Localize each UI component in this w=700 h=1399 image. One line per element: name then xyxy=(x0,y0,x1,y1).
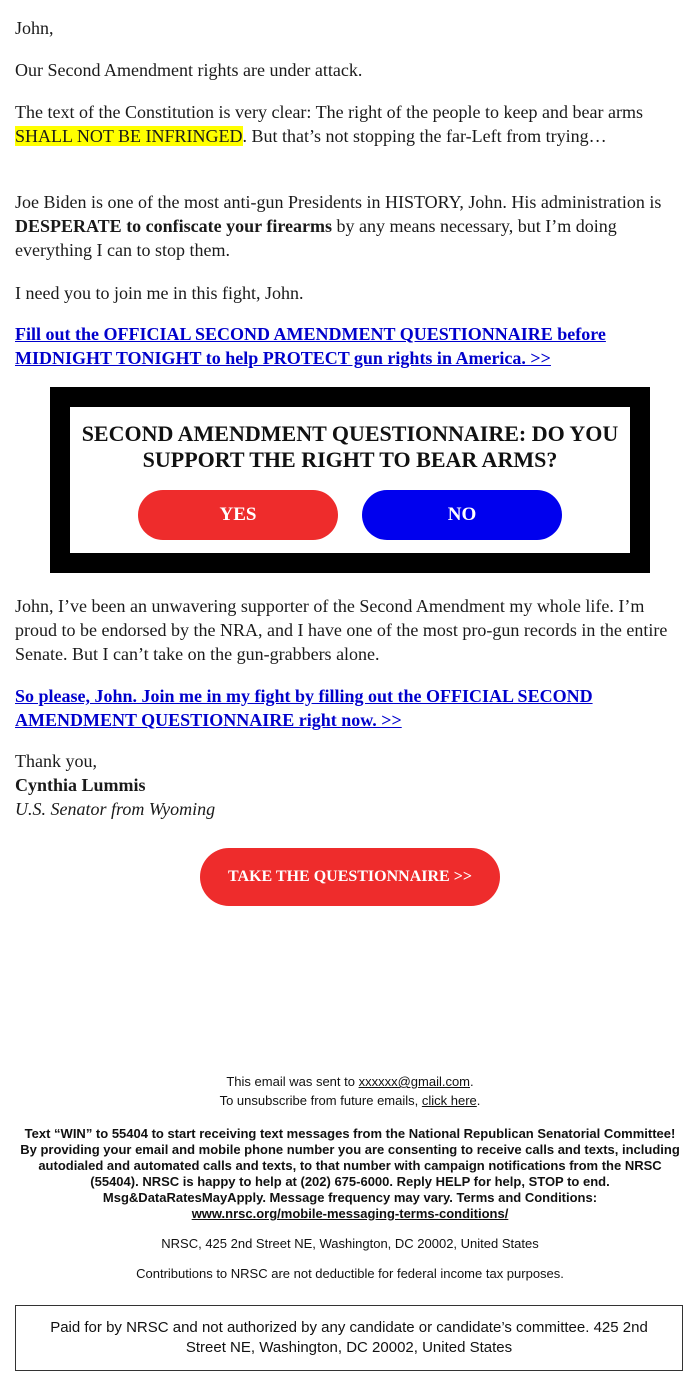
paragraph-constitution xyxy=(15,100,685,148)
paragraph-biden-text: Joe Biden is one of the most anti-gun Presidents in HISTORY, John. His administration is xyxy=(15,192,662,212)
paragraph-constitution-tail: . But that’s not stopping the far-Left from trying… xyxy=(242,126,607,146)
paragraph-join: I need you to join me in this fight, John. xyxy=(15,283,304,303)
questionnaire-box xyxy=(50,387,650,573)
sms-terms-link[interactable]: www.nrsc.org/mobile-messaging-terms-conditions/ xyxy=(191,1206,509,1221)
unsubscribe-link[interactable]: click here xyxy=(421,1093,477,1108)
take-questionnaire-button[interactable]: TAKE THE QUESTIONNAIRE >> xyxy=(200,848,500,906)
footer-sent-prefix: This email was sent to xyxy=(226,1074,359,1089)
signoff-thanks: Thank you, xyxy=(15,751,97,771)
paragraph-biden xyxy=(15,190,685,262)
questionnaire-link-1-wrap xyxy=(15,322,685,370)
paragraph-supporter: John, I’ve been an unwavering supporter of the Second Amendment my whole life. I’m proud to be endorsed by the NRA, and I have one of the most pro-gun records in the entire Senate. But I can’t take on the gun-grabbers alone. xyxy=(15,596,668,664)
paragraph-biden-tail: by any means necessary, but I’m doing everything I can to stop them. xyxy=(15,216,617,260)
footer-unsub-suffix: . xyxy=(476,1093,481,1108)
questionnaire-link-1[interactable]: Fill out the OFFICIAL SECOND AMENDMENT QUESTIONNAIRE before MIDNIGHT TONIGHT to help PROTECT gun rights in America. >> xyxy=(15,324,606,368)
greeting: John, xyxy=(15,18,54,38)
paid-for-disclaimer: Paid for by NRSC and not authorized by any candidate or candidate’s committee. 425 2nd Street NE, Washington, DC 20002, United States xyxy=(15,1305,683,1371)
footer-sms-disclaimer xyxy=(15,1126,685,1222)
footer-unsub-prefix: To unsubscribe from future emails, xyxy=(219,1093,422,1108)
yes-button[interactable]: YES xyxy=(138,490,338,540)
signoff-name: Cynthia Lummis xyxy=(15,775,146,795)
footer-sent-line xyxy=(15,1074,685,1090)
recipient-email-link[interactable]: xxxxxx@gmail.com xyxy=(358,1074,471,1089)
questionnaire-link-2-wrap xyxy=(15,684,685,732)
paragraph-intro: Our Second Amendment rights are under attack. xyxy=(15,60,363,80)
questionnaire-link-2[interactable]: So please, John. Join me in my fight by filling out the OFFICIAL SECOND AMENDMENT QUESTIONNAIRE right now. >> xyxy=(15,686,593,730)
paragraph-constitution-text: The text of the Constitution is very clear: The right of the people to keep and bear arms xyxy=(15,102,643,122)
questionnaire-box-inner xyxy=(70,407,630,553)
footer-sms-text: Text “WIN” to 55404 to start receiving text messages from the National Republican Senatorial Committee! By providing your email and mobile phone number you are consenting to receive calls and texts, including autodialed and automated calls and texts, to that number with campaign notifications from the NRSC (55404). NRSC is happy to help at (202) 675-6000. Reply HELP for help, STOP to end. Msg&DataRatesMayApply. Message frequency may vary. Terms and Conditions: xyxy=(20,1126,680,1205)
footer-sent-suffix: . xyxy=(470,1074,474,1089)
signoff-title: U.S. Senator from Wyoming xyxy=(15,799,216,819)
footer-unsubscribe-line xyxy=(15,1093,685,1109)
questionnaire-title: SECOND AMENDMENT QUESTIONNAIRE: DO YOU SUPPORT THE RIGHT TO BEAR ARMS? xyxy=(81,421,619,472)
highlighted-phrase: SHALL NOT BE INFRINGED xyxy=(15,126,243,146)
footer-contributions: Contributions to NRSC are not deductible for federal income tax purposes. xyxy=(136,1266,564,1281)
no-button[interactable]: NO xyxy=(362,490,562,540)
bold-phrase: DESPERATE to confiscate your firearms xyxy=(15,216,332,236)
footer-address: NRSC, 425 2nd Street NE, Washington, DC 20002, United States xyxy=(161,1236,539,1251)
